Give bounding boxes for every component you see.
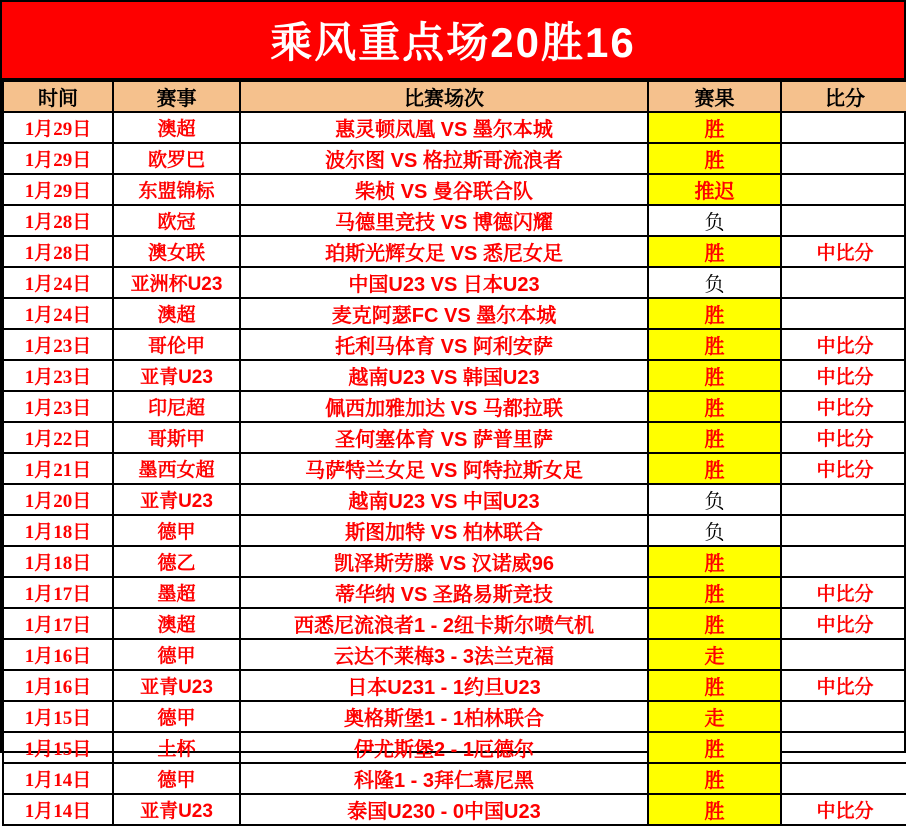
table-row <box>3 422 906 453</box>
league-cell: 亚青U23 <box>113 670 240 701</box>
results-table <box>2 80 906 826</box>
table-row <box>3 639 906 670</box>
score-cell <box>781 515 906 546</box>
league-cell: 亚青U23 <box>113 794 240 825</box>
result-cell: 胜 <box>648 763 781 794</box>
score-cell <box>781 763 906 794</box>
league-cell: 亚青U23 <box>113 484 240 515</box>
date-cell: 1月15日 <box>3 701 113 732</box>
table-row <box>3 701 906 732</box>
score-cell: 中比分 <box>781 670 906 701</box>
score-cell <box>781 701 906 732</box>
result-cell: 负 <box>648 515 781 546</box>
match-cell: 伊尤斯堡2 - 1厄德尔 <box>240 732 648 763</box>
col-header-match: 比赛场次 <box>240 81 648 112</box>
score-cell <box>781 298 906 329</box>
league-cell: 澳女联 <box>113 236 240 267</box>
title-banner <box>2 2 904 80</box>
league-cell: 德乙 <box>113 546 240 577</box>
date-cell: 1月23日 <box>3 391 113 422</box>
table-row <box>3 391 906 422</box>
result-cell: 走 <box>648 701 781 732</box>
score-cell <box>781 112 906 143</box>
date-cell: 1月16日 <box>3 639 113 670</box>
match-cell: 云达不莱梅3 - 3法兰克福 <box>240 639 648 670</box>
score-cell: 中比分 <box>781 329 906 360</box>
table-row <box>3 205 906 236</box>
result-cell: 胜 <box>648 546 781 577</box>
match-cell: 越南U23 VS 中国U23 <box>240 484 648 515</box>
table-row <box>3 329 906 360</box>
table-row <box>3 112 906 143</box>
date-cell: 1月17日 <box>3 577 113 608</box>
date-cell: 1月20日 <box>3 484 113 515</box>
match-cell: 泰国U230 - 0中国U23 <box>240 794 648 825</box>
match-cell: 托利马体育 VS 阿利安萨 <box>240 329 648 360</box>
match-cell: 斯图加特 VS 柏林联合 <box>240 515 648 546</box>
match-cell: 圣何塞体育 VS 萨普里萨 <box>240 422 648 453</box>
result-cell: 胜 <box>648 453 781 484</box>
date-cell: 1月23日 <box>3 360 113 391</box>
date-cell: 1月21日 <box>3 453 113 484</box>
score-cell <box>781 174 906 205</box>
league-cell: 墨西女超 <box>113 453 240 484</box>
table-row <box>3 546 906 577</box>
league-cell: 德甲 <box>113 701 240 732</box>
league-cell: 亚洲杯U23 <box>113 267 240 298</box>
match-cell: 波尔图 VS 格拉斯哥流浪者 <box>240 143 648 174</box>
result-cell: 胜 <box>648 422 781 453</box>
table-body <box>3 112 906 825</box>
result-cell: 负 <box>648 267 781 298</box>
match-cell: 日本U231 - 1约旦U23 <box>240 670 648 701</box>
match-cell: 科隆1 - 3拜仁慕尼黑 <box>240 763 648 794</box>
league-cell: 印尼超 <box>113 391 240 422</box>
date-cell: 1月29日 <box>3 143 113 174</box>
table-row <box>3 608 906 639</box>
match-cell: 蒂华纳 VS 圣路易斯竞技 <box>240 577 648 608</box>
table-row <box>3 763 906 794</box>
date-cell: 1月28日 <box>3 236 113 267</box>
score-cell: 中比分 <box>781 794 906 825</box>
league-cell: 哥斯甲 <box>113 422 240 453</box>
league-cell: 欧冠 <box>113 205 240 236</box>
date-cell: 1月23日 <box>3 329 113 360</box>
score-cell: 中比分 <box>781 236 906 267</box>
score-cell <box>781 639 906 670</box>
table-row <box>3 577 906 608</box>
table-row <box>3 670 906 701</box>
table-row <box>3 515 906 546</box>
score-cell: 中比分 <box>781 360 906 391</box>
result-cell: 胜 <box>648 236 781 267</box>
league-cell: 土杯 <box>113 732 240 763</box>
match-cell: 惠灵顿凤凰 VS 墨尔本城 <box>240 112 648 143</box>
col-header-result: 赛果 <box>648 81 781 112</box>
league-cell: 哥伦甲 <box>113 329 240 360</box>
col-header-time: 时间 <box>3 81 113 112</box>
match-cell: 越南U23 VS 韩国U23 <box>240 360 648 391</box>
score-cell <box>781 267 906 298</box>
score-cell: 中比分 <box>781 577 906 608</box>
date-cell: 1月18日 <box>3 546 113 577</box>
score-cell <box>781 205 906 236</box>
match-cell: 马萨特兰女足 VS 阿特拉斯女足 <box>240 453 648 484</box>
date-cell: 1月14日 <box>3 794 113 825</box>
table-row <box>3 236 906 267</box>
score-cell <box>781 546 906 577</box>
league-cell: 墨超 <box>113 577 240 608</box>
score-cell: 中比分 <box>781 608 906 639</box>
date-cell: 1月22日 <box>3 422 113 453</box>
result-cell: 胜 <box>648 329 781 360</box>
score-cell: 中比分 <box>781 453 906 484</box>
score-cell: 中比分 <box>781 391 906 422</box>
result-cell: 胜 <box>648 143 781 174</box>
date-cell: 1月24日 <box>3 298 113 329</box>
result-cell: 胜 <box>648 112 781 143</box>
score-cell: 中比分 <box>781 422 906 453</box>
league-cell: 德甲 <box>113 639 240 670</box>
match-cell: 麦克阿瑟FC VS 墨尔本城 <box>240 298 648 329</box>
score-cell <box>781 484 906 515</box>
match-cell: 中国U23 VS 日本U23 <box>240 267 648 298</box>
match-cell: 奥格斯堡1 - 1柏林联合 <box>240 701 648 732</box>
result-cell: 胜 <box>648 794 781 825</box>
result-cell: 胜 <box>648 298 781 329</box>
result-cell: 负 <box>648 205 781 236</box>
league-cell: 澳超 <box>113 112 240 143</box>
table-header-row <box>3 81 906 112</box>
league-cell: 澳超 <box>113 298 240 329</box>
result-cell: 胜 <box>648 608 781 639</box>
date-cell: 1月16日 <box>3 670 113 701</box>
result-cell: 胜 <box>648 732 781 763</box>
date-cell: 1月15日 <box>3 732 113 763</box>
league-cell: 亚青U23 <box>113 360 240 391</box>
match-cell: 西悉尼流浪者1 - 2纽卡斯尔喷气机 <box>240 608 648 639</box>
score-cell <box>781 732 906 763</box>
table-row <box>3 453 906 484</box>
result-cell: 胜 <box>648 670 781 701</box>
table-row <box>3 174 906 205</box>
table-row <box>3 298 906 329</box>
table-row <box>3 143 906 174</box>
col-header-league: 赛事 <box>113 81 240 112</box>
table-row <box>3 360 906 391</box>
league-cell: 欧罗巴 <box>113 143 240 174</box>
date-cell: 1月28日 <box>3 205 113 236</box>
league-cell: 东盟锦标 <box>113 174 240 205</box>
result-cell: 走 <box>648 639 781 670</box>
league-cell: 德甲 <box>113 515 240 546</box>
date-cell: 1月14日 <box>3 763 113 794</box>
table-row <box>3 267 906 298</box>
league-cell: 澳超 <box>113 608 240 639</box>
table-row <box>3 732 906 763</box>
date-cell: 1月29日 <box>3 174 113 205</box>
match-cell: 柴桢 VS 曼谷联合队 <box>240 174 648 205</box>
table-row <box>3 484 906 515</box>
date-cell: 1月17日 <box>3 608 113 639</box>
page-title: 乘风重点场20胜16 <box>270 19 636 66</box>
date-cell: 1月18日 <box>3 515 113 546</box>
match-cell: 凯泽斯劳滕 VS 汉诺威96 <box>240 546 648 577</box>
result-cell: 推迟 <box>648 174 781 205</box>
date-cell: 1月29日 <box>3 112 113 143</box>
col-header-score: 比分 <box>781 81 906 112</box>
result-cell: 负 <box>648 484 781 515</box>
score-cell <box>781 143 906 174</box>
match-cell: 珀斯光辉女足 VS 悉尼女足 <box>240 236 648 267</box>
result-cell: 胜 <box>648 360 781 391</box>
league-cell: 德甲 <box>113 763 240 794</box>
result-cell: 胜 <box>648 577 781 608</box>
table-row <box>3 794 906 825</box>
match-cell: 马德里竞技 VS 博德闪耀 <box>240 205 648 236</box>
match-cell: 佩西加雅加达 VS 马都拉联 <box>240 391 648 422</box>
result-cell: 胜 <box>648 391 781 422</box>
date-cell: 1月24日 <box>3 267 113 298</box>
